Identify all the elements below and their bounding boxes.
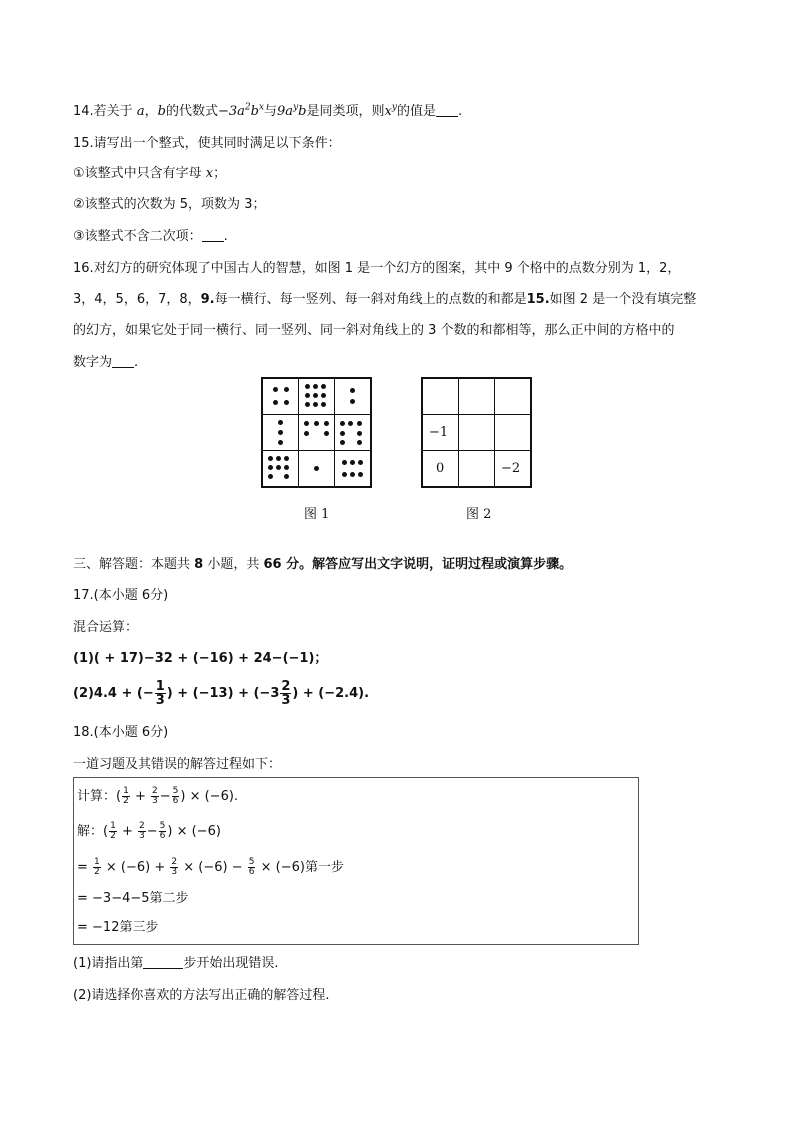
- answer-blank[interactable]: [112, 355, 134, 368]
- q16-line-2: 3，4，5，6，7，8，9.每一横行、每一竖列、每一斜对角线上的点数的和都是15.如图 2 是一个没有填完整: [73, 292, 697, 307]
- fig2-cell-r3c3: −2: [501, 461, 521, 476]
- answer-blank[interactable]: [436, 104, 458, 117]
- expr1: $-3a^2b^x$: [217, 102, 265, 119]
- q15-condition-2: ②该整式的次数为 5，项数为 3；: [73, 197, 266, 212]
- q14-line: 14.若关于 a，b的代数式$-3a^2b^x$与$9a^yb$是同类项，则$x^y$的值是 .: [73, 102, 463, 119]
- section-3-heading: 三、解答题：本题共 8 小题，共 66 分。解答应写出文字说明，证明过程或演算步骤。: [73, 557, 573, 572]
- q18-ask-2: (2)请选择你喜欢的方法写出正确的解答过程.: [73, 988, 330, 1003]
- q18-intro: 一道习题及其错误的解答过程如下：: [73, 757, 282, 772]
- fig2-cell-r3c1: 0: [436, 461, 445, 476]
- fraction: $\frac{1}{3}$: [155, 679, 165, 708]
- expr2: $9a^yb$: [277, 102, 307, 119]
- q18-step-1: = $\frac{1}{2}$ × (−6) + $\frac{2}{3}$ × (−6) − $\frac{5}{6}$ × (−6)第一步: [77, 857, 344, 877]
- q17-part-1: (1)( + 17)−32 + (−16) + 24−(−1)；: [73, 651, 328, 666]
- expr-xy: $x^y$: [384, 102, 397, 119]
- q18-solution-line: 解：( $\frac{1}{2}$ + $\frac{2}{3}$ − $\frac{5}{6}$ ) × (−6): [77, 821, 221, 841]
- q15-title: 15.请写出一个整式，使其同时满足以下条件：: [73, 136, 341, 151]
- q18-title: 18.(本小题 6分): [73, 725, 169, 740]
- fig2-cell-r2c1: −1: [429, 425, 449, 440]
- q18-step-2: = −3−4−5第二步: [77, 891, 189, 906]
- q15-condition-1: ①该整式中只含有字母 x；: [73, 166, 227, 181]
- q17-intro: 混合运算：: [73, 620, 139, 635]
- figure-2-caption: 图 2: [466, 507, 492, 522]
- q17-part-2: (2)4.4 + (− $\frac{1}{3}$ ) + (−13) + (−3 $\frac{2}{3}$ ) + (−2.4).: [73, 679, 370, 708]
- q18-step-3: = −12第三步: [77, 920, 159, 935]
- var-a: a: [136, 104, 145, 119]
- fraction: $\frac{2}{3}$: [281, 679, 291, 708]
- q17-title: 17.(本小题 6分): [73, 588, 169, 603]
- figure-2-magic-square: [421, 377, 532, 488]
- q16-line-1: 16.对幻方的研究体现了中国古人的智慧，如图 1 是一个幻方的图案，其中 9 个格中的点数分别为 1，2，: [73, 261, 681, 276]
- answer-blank[interactable]: [202, 229, 224, 242]
- var-b: b: [157, 104, 166, 119]
- q18-ask-1: (1)请指出第 步开始出现错误.: [73, 956, 279, 971]
- q16-line-3: 的幻方，如果它处于同一横行、同一竖列、同一斜对角线上的 3 个数的和都相等，那么正中间的方格中的: [73, 323, 675, 338]
- figure-1-magic-square: [261, 377, 372, 488]
- answer-blank[interactable]: [143, 956, 183, 969]
- q15-condition-3: ③该整式不含二次项： .: [73, 229, 228, 244]
- q16-line-4: 数字为 .: [73, 355, 139, 370]
- q18-calc-line: 计算：( $\frac{1}{2}$ + $\frac{2}{3}$ − $\frac{5}{6}$ ) × (−6).: [77, 786, 239, 806]
- figure-1-caption: 图 1: [304, 507, 330, 522]
